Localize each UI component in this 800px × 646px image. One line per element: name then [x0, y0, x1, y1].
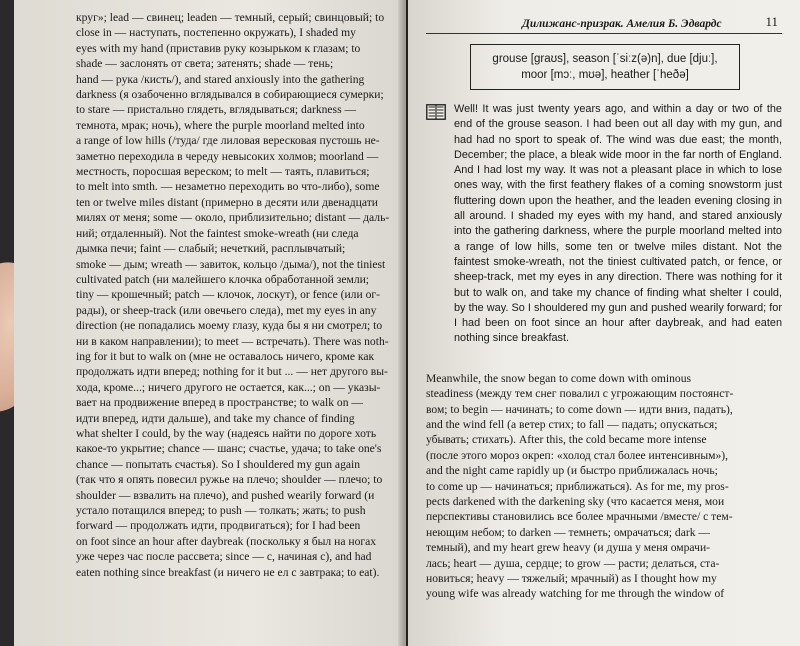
left_page-line: what shelter I could, by the way (надеясь найти по дороге хоть — [76, 426, 377, 440]
left_page-line: to melt into smth. — незаметно переходить во что-либо), some — [76, 180, 380, 194]
left_page-line: to stare — пристально глядеть, вглядываться; darkness — — [76, 103, 357, 117]
left_page-line: shade — заслонять от света; затенять; shade — тень; — [76, 57, 334, 71]
right_page-line: новиться; heavy — тяжелый; мрачный) as I thought how my — [426, 572, 717, 586]
open-book-icon — [426, 104, 446, 120]
english-paragraph: Well! It was just twenty years ago, and within a day or two of the end of the grouse season. I had been out all day with my gun, and had had no sport to speak of. The wind was due east; the month, December; the place, a bleak wide moor in the far north of England. And I had lost my way. It was not a pleasant place in which to lose ones way, with the first feathery flakes of a coming snowstorm just fluttering down upon the heather, and the leaden evening closing in all around. I shaded my eyes with my hand, and stared anxiously into the gathering darkness, where the purple moorland melted into a range of low hills, some ten or twelve miles distant. Not the faintest smoke-wreath, not the tiniest cultivated patch, or fence, or sheep-track, met my eyes in any direction. There was nothing for it but to walk on, and take my chance of finding what shelter I could, by the way. So I shouldered my gun and pushed wearily forward; for I had been on foot since an hour after daybreak, and had eaten nothing since breakfast. — [454, 103, 782, 345]
right-page — [408, 0, 800, 646]
left-page-text — [76, 10, 398, 580]
left_page-line: устало потащился вперед; to push — толкать; жать; to push — [76, 504, 366, 517]
left_page-line: eaten nothing since breakfast (и ничего не ел с завтрака; to eat). — [76, 565, 380, 579]
left_page-line: продолжать идти вперед; nothing for it but ... — нет другого вы- — [76, 365, 388, 379]
left_page-line: shoulder — взвалить на плечо), and pushed wearily forward (и — [76, 488, 375, 502]
left_page-line: местность, поросшая вереском; to melt — таять, плавиться; — [76, 165, 370, 179]
left_page-line: direction (не попадались моему глазу, куда бы я ни смотрел; to — [76, 319, 383, 333]
left_page-line: дымка печи; faint — слабый; нечеткий, расплывчатый; — [76, 242, 346, 256]
left_page-line: chance — попытать счастья). So I shouldered my gun again — [76, 457, 361, 471]
left_page-line: smoke — дым; wreath — завиток, кольцо /дыма/), not the tiniest — [76, 257, 386, 271]
right_page-line: вом; to begin — начинать; to come down — идти вниз, падать), — [426, 402, 733, 416]
left_page-line: darkness (я озабоченно вглядывался в собирающиеся сумерки; — [76, 88, 384, 102]
right_page-line: темный), and my heart grew heavy (и душа у меня омрачи- — [426, 541, 711, 555]
left_page-line: cultivated patch (ни малейшего клочка обработанной земли; — [76, 272, 370, 286]
left_page-line: хода, кроме...; ничего другого не остается, как...; on — указы- — [76, 380, 381, 394]
pronunciation-line-1: grouse [graʊs], season [ˈsiːz(ə)n], due [djuː], — [492, 53, 718, 65]
left_page-line: forward — продолжать идти, продвигаться); for I had been — [76, 519, 361, 533]
left_page-line: eyes with my hand (приставив руку козырьком к глазам; to — [76, 41, 361, 55]
left_page-line: заметно переходила в череду невысоких холмов; moorland — — [76, 149, 379, 163]
left_page-line: темнота, мрак; ночь), where the purple moorland melted into — [76, 118, 365, 132]
right_page-line: and the night came rapidly up (и быстро приближалась ночь; — [426, 464, 718, 478]
left_page-line: уже через час после рассвета; since — с, начиная с), and had — [76, 550, 372, 564]
right_page-line: Meanwhile, the snow began to come down with ominous — [426, 371, 692, 385]
right_page-line: перспективы становились все более мрачными /вместе/ с тем- — [426, 510, 733, 524]
left-page — [14, 0, 406, 646]
left_page-line: on foot since an hour after daybreak (поскольку я был на ногах — [76, 534, 377, 548]
left_page-line: tiny — крошечный; patch — клочок, лоскут), or fence (или ог- — [76, 288, 380, 302]
left_page-line: a range of low hills (/туда/ где лиловая вересковая пустошь не- — [76, 134, 380, 148]
pronunciation-box — [470, 44, 740, 90]
right_page-line: неющим небом; to darken — темнеть; омрачаться; dark — — [426, 525, 710, 539]
right-page-text — [426, 371, 782, 602]
left_page-line: рады), or sheep-track (или овечьего следа), met my eyes in any — [76, 303, 377, 317]
left_page-line: close in — наступать, постепенно окружать), I shaded my — [76, 26, 356, 40]
left_page-line: ing for it but to walk on (мне не оставалось ничего, кроме как — [76, 349, 375, 363]
running-head-title: Дилижанс-призрак. Амелия Б. Эдвардс — [522, 18, 722, 30]
right_page-line: pects darkened with the darkening sky (что касается меня, мои — [426, 495, 725, 508]
page-number: 11 — [765, 14, 778, 29]
running-header — [426, 6, 782, 34]
right_page-line: young wife was already watching for me through the window of — [426, 587, 725, 601]
left_page-line: ни в каком направлении); to meet — встречать). There was noth- — [76, 334, 389, 348]
right_page-line: steadiness (между тем снег повалил с угрожающим постоянст- — [426, 387, 734, 401]
right_page-line: to come up — начинаться; приближаться). As for me, my pros- — [426, 479, 729, 493]
left_page-line: идти вперед, идти дальше), and take my chance of finding — [76, 411, 355, 425]
left_page-line: hand — рука /кисть/), and stared anxiously into the gathering — [76, 72, 365, 86]
right_page-line: убывать; стихать). After this, the cold became more intense — [426, 433, 707, 447]
left_page-line: милях от меня; some — около, приблизительно; distant — даль- — [76, 211, 390, 225]
left_page-line: ten or twelve miles distant (примерно в десяти или двенадцати — [76, 195, 378, 209]
left_page-line: ний; отдаленный). Not the faintest smoke-wreath (ни следа — [76, 226, 359, 240]
right_page-line: лась; heart — душа, сердце; to grow — расти; делаться, ста- — [426, 556, 720, 570]
left_page-line: (так что я опять повесил ружье на плечо; shoulder — плечо; to — [76, 473, 383, 487]
left_page-line: какое-то укрытие; chance — шанс; счастье, удача; to take one's — [76, 442, 382, 456]
right_page-line: and the wind fell (а ветер стих; to fall — падать; опускаться; — [426, 417, 718, 431]
left_page-line: круг»; lead — свинец; leaden — темный, серый; свинцовый; to — [76, 11, 385, 24]
right_page-line: (после этого мороз окреп: «холод стал более интенсивным»), — [426, 448, 729, 462]
left_page-line: вает на продвижение вперед в пространстве; to walk on — — [76, 396, 364, 410]
original-text-block — [426, 102, 782, 347]
pronunciation-line-2: moor [mɔː, mʊə], heather [ˈheðə] — [521, 69, 689, 81]
